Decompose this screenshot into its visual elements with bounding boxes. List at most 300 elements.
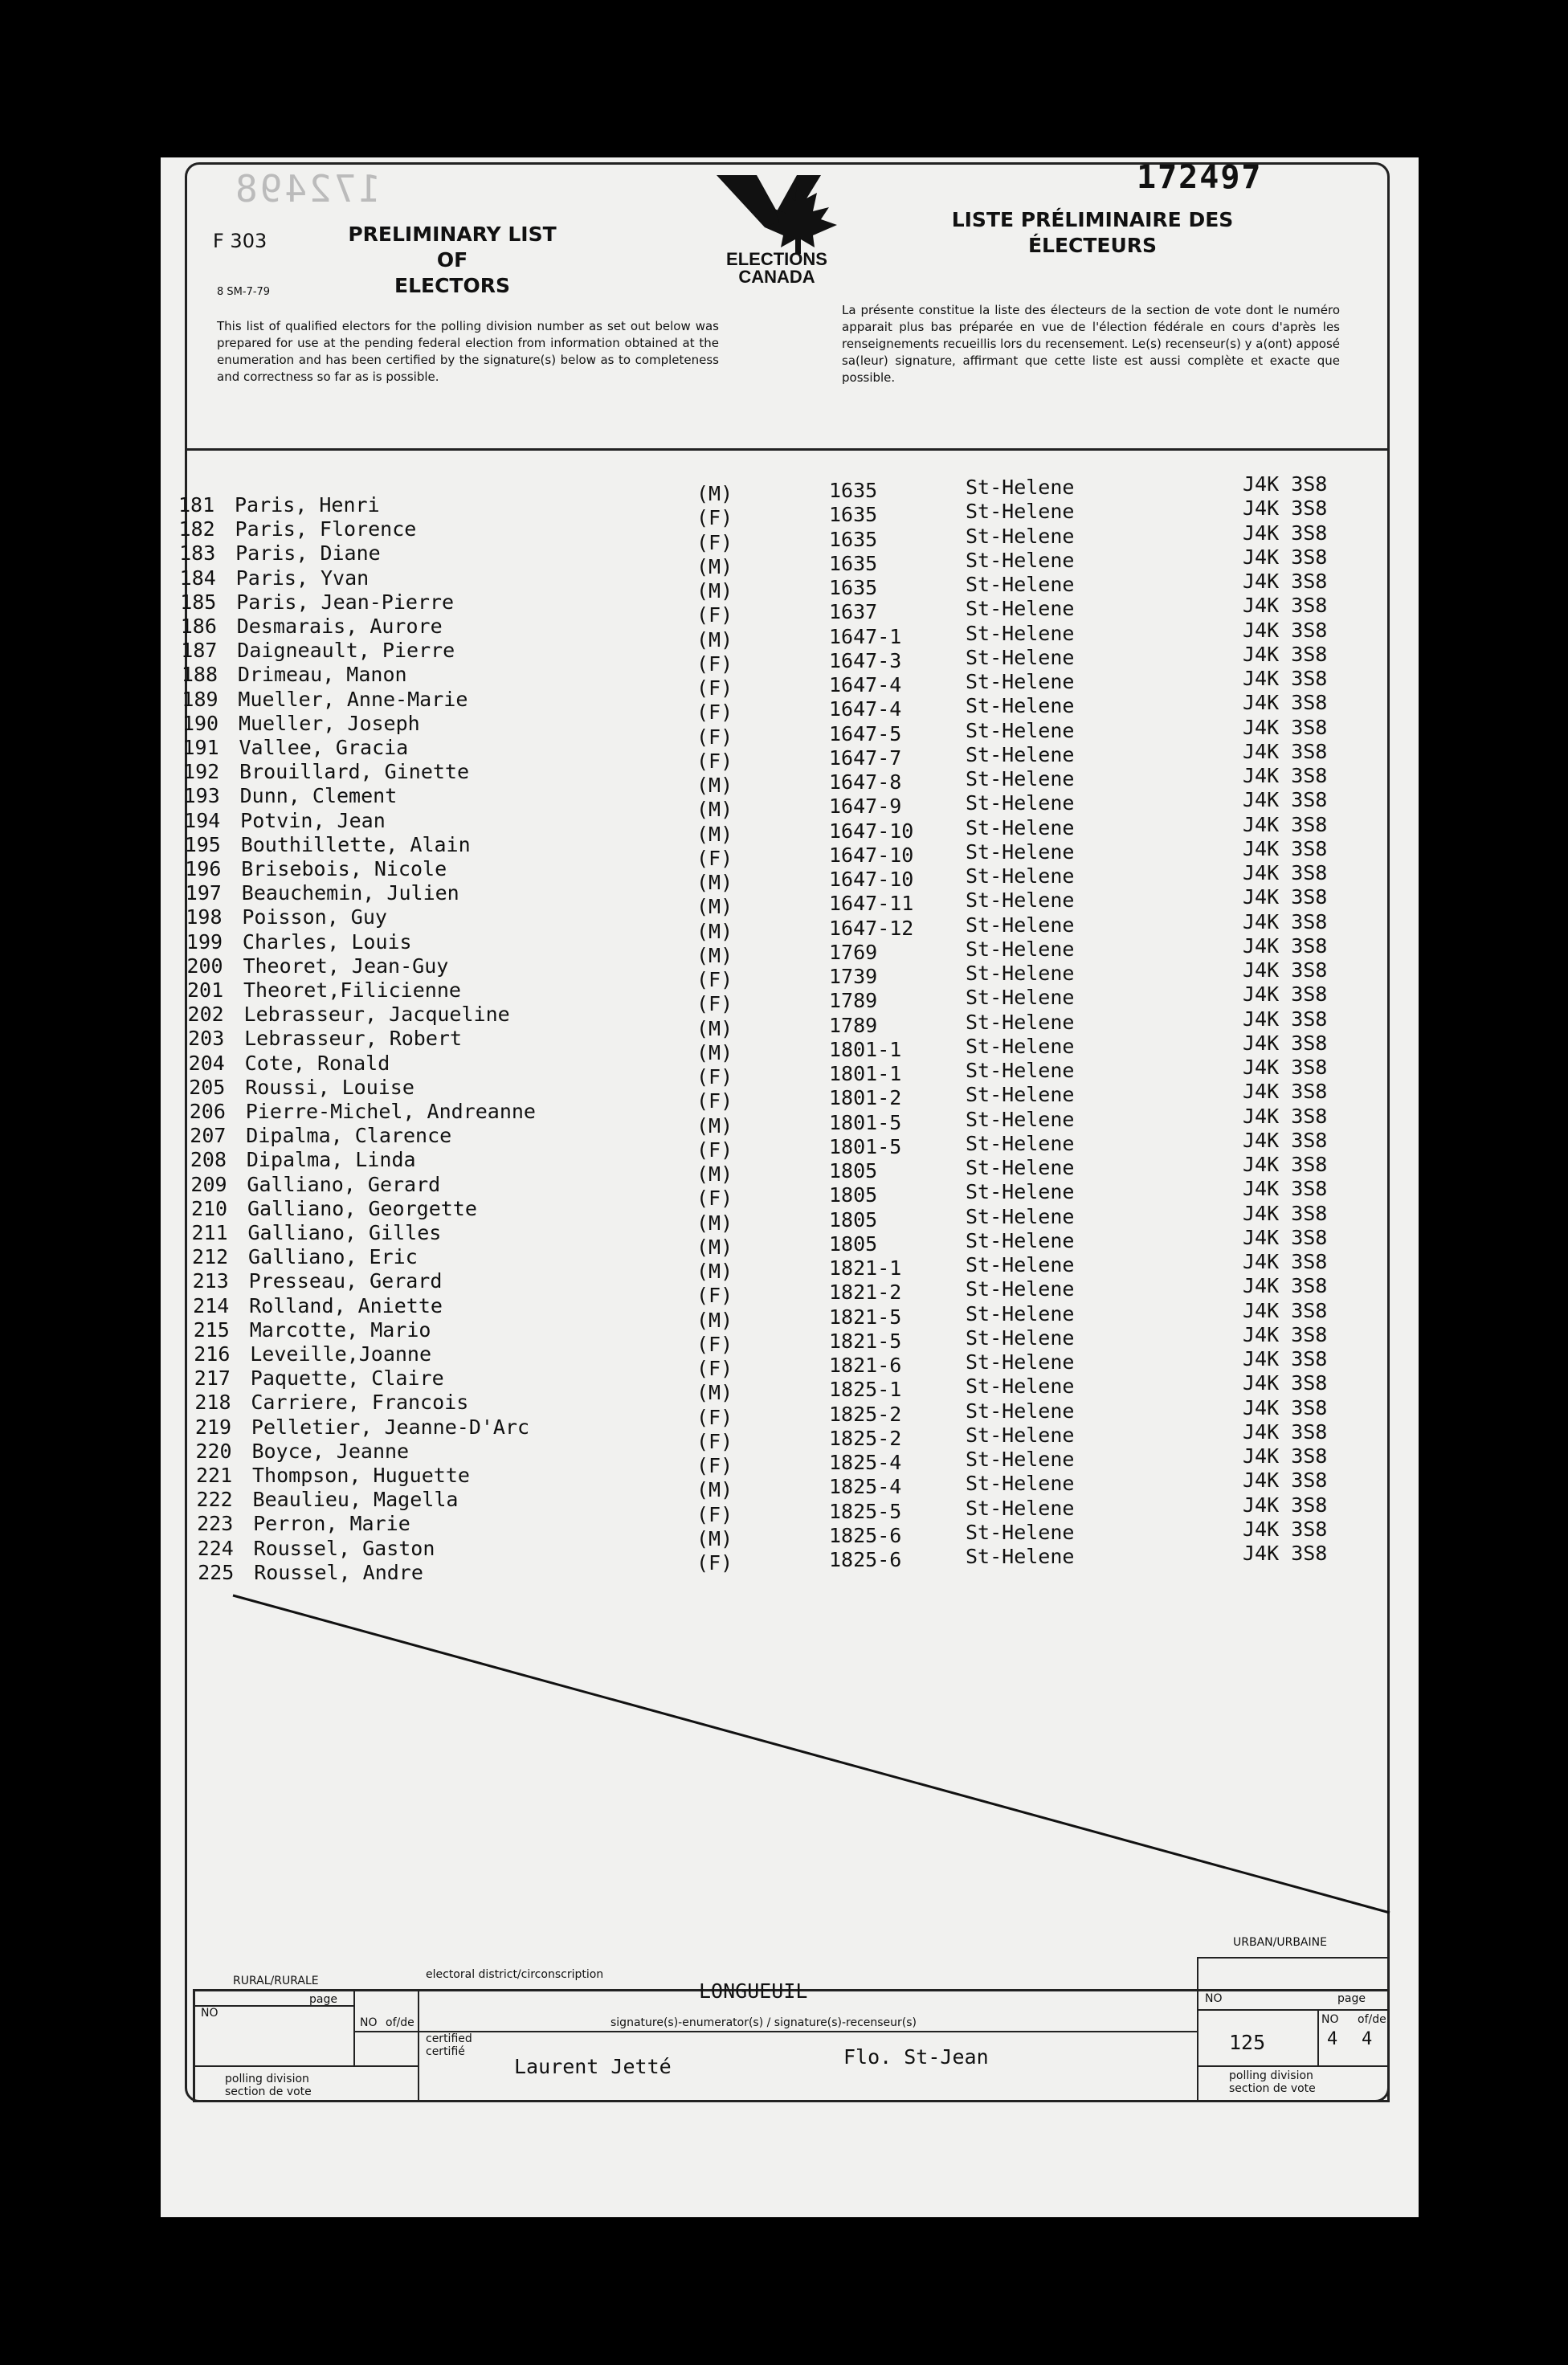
- elector-address: 1825-4: [829, 1451, 902, 1474]
- title-en-line2: ELECTORS: [394, 274, 510, 297]
- elector-city: St-Helene: [965, 1156, 1075, 1179]
- elector-num: 224: [197, 1536, 234, 1560]
- elector-name: Thompson, Huguette: [252, 1464, 470, 1487]
- title-english: [336, 222, 569, 299]
- elector-city: St-Helene: [966, 839, 1075, 864]
- elector-sex: (M): [696, 943, 733, 967]
- form-number: F 303: [213, 230, 267, 252]
- elector-num: 207: [190, 1124, 227, 1148]
- title-french: [936, 207, 1249, 259]
- elector-address: 1801-5: [828, 1110, 902, 1134]
- elector-postal: J4K 3S8: [1242, 1056, 1328, 1079]
- elector-name: Pierre-Michel, Andreanne: [245, 1100, 536, 1123]
- elector-postal: J4K 3S8: [1242, 885, 1328, 909]
- elector-postal: J4K 3S8: [1242, 642, 1328, 666]
- elector-address: 1647-10: [828, 868, 914, 891]
- urban-label: URBAN/URBAINE: [1233, 1936, 1327, 1949]
- elector-sex: (M): [696, 1260, 733, 1283]
- elector-address: 1825-4: [828, 1475, 902, 1499]
- elector-address: 1647-10: [828, 819, 914, 843]
- elector-city: St-Helene: [965, 1131, 1075, 1155]
- elector-postal: J4K 3S8: [1243, 472, 1328, 496]
- elector-sex: (F): [696, 1357, 733, 1380]
- elector-address: 1821-5: [829, 1329, 902, 1353]
- elector-name: Cote, Ronald: [244, 1051, 390, 1075]
- elector-sex: (F): [696, 676, 733, 700]
- elector-num: 216: [194, 1342, 231, 1366]
- elector-postal: J4K 3S8: [1243, 1444, 1328, 1468]
- elector-num: 213: [192, 1269, 229, 1293]
- elector-name: Roussi, Louise: [245, 1075, 414, 1099]
- rural-page-no-label: NO: [360, 2016, 378, 2029]
- elector-num: 193: [183, 784, 220, 808]
- elector-city: St-Helene: [965, 670, 1075, 693]
- electoral-district-label: electoral district/circonscription: [426, 1968, 604, 1981]
- elector-sex: (F): [696, 968, 733, 991]
- elector-sex: (F): [696, 1551, 733, 1575]
- elector-address: 1637: [829, 600, 878, 624]
- elector-postal: J4K 3S8: [1242, 545, 1328, 569]
- serial-number: 172497: [1137, 159, 1263, 196]
- elector-city: St-Helene: [965, 913, 1075, 937]
- elector-sex: (F): [696, 725, 733, 749]
- elector-name: Paquette, Claire: [250, 1366, 444, 1391]
- elector-num: 206: [189, 1100, 226, 1123]
- elector-address: 1647-7: [828, 745, 902, 770]
- elector-address: 1805: [828, 1159, 878, 1182]
- elector-num: 182: [178, 517, 215, 541]
- maple-leaf-x-icon: [700, 167, 853, 288]
- elector-postal: J4K 3S8: [1242, 570, 1328, 593]
- urban-section-vote-label: section de vote: [1229, 2082, 1316, 2095]
- elector-address: 1801-1: [828, 1062, 902, 1085]
- elector-city: St-Helene: [965, 694, 1075, 718]
- elector-name: Roussel, Gaston: [253, 1536, 435, 1560]
- rural-page-label: page: [309, 1993, 337, 2006]
- elector-num: 183: [179, 541, 216, 566]
- elector-num: 189: [182, 687, 218, 711]
- rural-no-label: NO: [201, 2007, 218, 2020]
- elector-postal: J4K 3S8: [1243, 958, 1328, 982]
- elector-num: 198: [186, 905, 223, 929]
- elector-num: 199: [186, 929, 223, 954]
- elector-num: 195: [184, 832, 221, 856]
- title-fr-line2: ÉLECTEURS: [1027, 234, 1158, 257]
- elector-num: 205: [189, 1075, 226, 1099]
- elector-address: 1647-1: [828, 624, 902, 648]
- elector-name: Beauchemin, Julien: [241, 881, 459, 905]
- elector-sex: (M): [696, 1308, 733, 1332]
- elector-city: St-Helene: [965, 986, 1075, 1010]
- elector-postal: J4K 3S8: [1242, 1250, 1328, 1273]
- elector-address: 1647-8: [828, 770, 902, 794]
- rural-label: RURAL/RURALE: [233, 1975, 319, 1987]
- elector-city: St-Helene: [965, 524, 1075, 548]
- elector-address: 1821-2: [828, 1281, 902, 1305]
- elector-sex: (M): [696, 1526, 733, 1550]
- elector-postal: J4K 3S8: [1242, 1542, 1328, 1565]
- enumerator-1: Laurent Jetté: [514, 2055, 672, 2078]
- intro-english: This list of qualified electors for the polling division number as set out below was prepared for use at the pending federal election from information obtained at the enumeration and has been certified by the signature(s) below as to completeness and correctness so far as is possible.: [217, 319, 719, 384]
- elector-sex: (M): [696, 1162, 733, 1186]
- elector-city: St-Helene: [966, 1325, 1075, 1350]
- elector-city: St-Helene: [965, 1374, 1075, 1399]
- elector-sex: (F): [696, 1502, 733, 1526]
- electoral-district: LONGUEUIL: [699, 1979, 808, 2003]
- elector-name: Lebrasseur, Robert: [244, 1027, 463, 1051]
- elector-name: Vallee, Gracia: [239, 736, 409, 759]
- elector-num: 192: [183, 760, 220, 784]
- elector-postal: J4K 3S8: [1242, 1298, 1328, 1322]
- elector-sex: (M): [696, 579, 733, 602]
- elector-sex: (F): [696, 1138, 733, 1162]
- elector-name: Dunn, Clement: [239, 784, 398, 808]
- elector-num: 191: [182, 736, 219, 759]
- elector-name: Brouillard, Ginette: [239, 760, 470, 784]
- elector-city: St-Helene: [965, 864, 1075, 888]
- elector-num: 223: [197, 1512, 234, 1536]
- elector-postal: J4K 3S8: [1242, 788, 1328, 812]
- elector-address: 1821-5: [828, 1305, 902, 1329]
- elector-num: 202: [187, 1003, 224, 1027]
- elector-city: St-Helene: [965, 1423, 1075, 1447]
- elector-sex: (F): [696, 603, 733, 627]
- elector-name: Brisebois, Nicole: [241, 857, 447, 880]
- certified-label: certified: [426, 2032, 472, 2045]
- elector-sex: (M): [696, 822, 733, 846]
- elector-num: 196: [185, 857, 222, 880]
- elector-name: Leveille,Joanne: [250, 1342, 432, 1366]
- elector-num: 204: [188, 1051, 225, 1075]
- elector-address: 1635: [828, 551, 878, 575]
- elector-name: Daigneault, Pierre: [237, 639, 455, 663]
- elector-city: St-Helene: [966, 1448, 1075, 1471]
- intro-french: La présente constitue la liste des électeurs de la section de vote dont le numéro apparait plus bas préparée en vue de l'élection fédérale en cours d'après les renseignements recueillis lors du recensement. Le(s) recenseur(s) y a(ont) apposé sa(leur) signature, affirmant que cette liste est aussi complète et exacte que possible.: [842, 303, 1340, 385]
- elector-sex: (F): [696, 992, 733, 1016]
- elector-sex: (M): [696, 871, 733, 894]
- elector-name: Dipalma, Linda: [246, 1148, 416, 1172]
- elector-num: 184: [179, 566, 216, 590]
- page-number: 4: [1327, 2029, 1338, 2049]
- elector-name: Charles, Louis: [242, 929, 412, 954]
- elector-name: Galliano, Georgette: [247, 1196, 477, 1220]
- elector-num: 209: [190, 1172, 227, 1196]
- elector-sex: (M): [696, 1016, 733, 1040]
- elector-postal: J4K 3S8: [1242, 691, 1328, 715]
- elector-postal: J4K 3S8: [1242, 1007, 1328, 1031]
- elector-name: Galliano, Gerard: [247, 1172, 441, 1196]
- elector-postal: J4K 3S8: [1243, 715, 1328, 739]
- elector-sex: (F): [696, 1454, 733, 1477]
- elector-postal: J4K 3S8: [1242, 764, 1328, 787]
- urban-page-no-label: NO: [1321, 2013, 1339, 2026]
- elector-address: 1805: [828, 1232, 878, 1256]
- elector-num: 185: [180, 590, 217, 614]
- elector-sex: (F): [696, 1187, 733, 1211]
- elector-sex: (M): [696, 1381, 733, 1405]
- elector-sex: (M): [696, 1235, 733, 1259]
- rural-polling-division-label: polling division: [225, 2073, 309, 2085]
- elector-sex: (M): [696, 919, 733, 943]
- rural-of-label: of/de: [386, 2016, 414, 2029]
- elector-num: 221: [196, 1464, 233, 1487]
- elector-city: St-Helene: [965, 645, 1075, 669]
- elector-num: 215: [193, 1317, 230, 1342]
- elector-address: 1825-2: [828, 1402, 902, 1426]
- elector-postal: J4K 3S8: [1242, 982, 1328, 1007]
- elector-postal: J4K 3S8: [1243, 1201, 1328, 1225]
- elector-postal: J4K 3S8: [1243, 1080, 1328, 1104]
- elector-num: 212: [192, 1245, 229, 1269]
- elector-num: 190: [182, 711, 219, 735]
- elector-sex: (M): [696, 1113, 733, 1138]
- elector-city: St-Helene: [965, 1180, 1075, 1204]
- elector-city: St-Helene: [966, 476, 1075, 499]
- elector-postal: J4K 3S8: [1242, 1274, 1328, 1298]
- elector-city: St-Helene: [966, 1204, 1075, 1228]
- elector-address: 1647-11: [828, 892, 914, 916]
- elector-postal: J4K 3S8: [1242, 496, 1328, 521]
- urban-no-label: NO: [1205, 1992, 1223, 2005]
- elector-name: Bouthillette, Alain: [240, 832, 471, 856]
- elector-postal: J4K 3S8: [1242, 1419, 1328, 1444]
- elector-postal: J4K 3S8: [1242, 618, 1328, 642]
- elector-name: Paris, Henri: [235, 493, 380, 517]
- footer-block: [193, 1936, 1390, 2106]
- elector-name: Rolland, Aniette: [249, 1293, 443, 1317]
- elector-postal: J4K 3S8: [1242, 1493, 1328, 1517]
- elector-address: 1647-12: [828, 916, 914, 940]
- elector-sex: (F): [696, 651, 733, 676]
- urban-of-label: of/de: [1358, 2013, 1386, 2026]
- elector-num: 201: [187, 978, 224, 1002]
- elector-address: 1825-1: [828, 1378, 902, 1402]
- elector-sex: (F): [696, 1284, 733, 1308]
- elector-name: Perron, Marie: [253, 1512, 410, 1536]
- elector-sex: (F): [696, 506, 733, 530]
- elector-postal: J4K 3S8: [1242, 521, 1328, 545]
- elector-sex: (M): [696, 627, 733, 651]
- elector-address: 1789: [828, 989, 878, 1013]
- elector-address: 1805: [829, 1207, 878, 1232]
- logo-line1: ELECTIONS: [726, 249, 827, 269]
- elector-num: 225: [198, 1560, 235, 1584]
- elector-address: 1801-1: [828, 1037, 902, 1061]
- elections-canada-logo: [700, 167, 853, 288]
- elector-sex: (F): [696, 1405, 733, 1429]
- enumerator-2: Flo. St-Jean: [843, 2045, 989, 2069]
- elector-sex: (M): [696, 1040, 733, 1064]
- elector-name: Drimeau, Manon: [237, 663, 407, 687]
- polling-division-number: 125: [1229, 2031, 1266, 2054]
- elector-address: 1801-5: [828, 1134, 902, 1158]
- elector-city: St-Helene: [965, 742, 1075, 766]
- logo-line2: CANADA: [738, 267, 815, 287]
- elector-name: Poisson, Guy: [242, 905, 387, 929]
- elector-num: 186: [180, 615, 217, 638]
- elector-num: 200: [186, 954, 223, 978]
- elector-sex: (F): [696, 701, 733, 725]
- elector-name: Dipalma, Clarence: [246, 1124, 452, 1148]
- elector-sex: (F): [696, 846, 733, 870]
- elector-address: 1821-1: [828, 1256, 902, 1280]
- elector-address: 1635: [828, 576, 878, 599]
- elector-sex: (F): [696, 1429, 733, 1453]
- elector-address: 1647-10: [829, 843, 914, 867]
- elector-city: St-Helene: [965, 1301, 1075, 1325]
- elector-sex: (F): [696, 530, 733, 554]
- elector-name: Paris, Yvan: [235, 566, 370, 590]
- elector-address: 1635: [829, 479, 878, 502]
- title-fr-line1: LISTE PRÉLIMINAIRE DES: [951, 208, 1234, 231]
- elector-num: 187: [181, 639, 218, 663]
- elector-sex: (M): [696, 895, 733, 919]
- elector-city: St-Helene: [965, 1228, 1075, 1252]
- elector-name: Mueller, Joseph: [238, 711, 420, 735]
- elector-name: Theoret,Filicienne: [243, 978, 461, 1002]
- elector-address: 1825-6: [828, 1548, 902, 1571]
- elector-sex: (M): [696, 482, 733, 505]
- rural-section-vote-label: section de vote: [225, 2085, 312, 2098]
- elector-postal: J4K 3S8: [1242, 1468, 1328, 1493]
- elector-city: St-Helene: [966, 1083, 1075, 1107]
- elector-name: Presseau, Gerard: [248, 1269, 443, 1293]
- elector-address: 1825-5: [828, 1499, 902, 1523]
- elector-city: St-Helene: [965, 1350, 1075, 1374]
- elector-postal: J4K 3S8: [1242, 1347, 1328, 1370]
- elector-city: St-Helene: [965, 621, 1075, 645]
- elector-city: St-Helene: [965, 1545, 1075, 1568]
- elector-postal: J4K 3S8: [1242, 909, 1328, 933]
- elector-address: 1647-3: [828, 648, 902, 672]
- elector-postal: J4K 3S8: [1242, 933, 1328, 958]
- elector-address: 1789: [828, 1013, 878, 1037]
- ghost-serial: 172498: [233, 167, 382, 210]
- elector-city: St-Helene: [965, 937, 1075, 961]
- elector-postal: J4K 3S8: [1242, 1225, 1328, 1249]
- elector-sex: (F): [696, 1332, 733, 1356]
- elector-city: St-Helene: [965, 1059, 1075, 1082]
- elector-name: Beaulieu, Magella: [252, 1488, 459, 1512]
- elector-sex: (M): [696, 1478, 733, 1502]
- elector-city: St-Helene: [965, 1107, 1075, 1131]
- elector-address: 1635: [828, 503, 878, 527]
- elector-address: 1647-4: [828, 673, 902, 696]
- elector-postal: J4K 3S8: [1242, 861, 1328, 884]
- elector-city: St-Helene: [966, 718, 1075, 742]
- elector-city: St-Helene: [965, 1277, 1075, 1301]
- elector-postal: J4K 3S8: [1242, 812, 1328, 836]
- elector-city: St-Helene: [965, 767, 1075, 790]
- elector-address: 1805: [828, 1183, 878, 1207]
- elector-num: 208: [190, 1148, 227, 1172]
- elector-postal: J4K 3S8: [1242, 1104, 1328, 1128]
- elector-address: 1647-5: [829, 721, 902, 745]
- elector-city: St-Helene: [965, 573, 1075, 596]
- elector-postal: J4K 3S8: [1242, 1128, 1328, 1152]
- elector-sex: (F): [696, 1089, 733, 1113]
- elector-name: Paris, Florence: [235, 517, 417, 541]
- elector-postal: J4K 3S8: [1242, 1371, 1328, 1395]
- elector-postal: J4K 3S8: [1242, 1153, 1328, 1176]
- title-en-line1: PRELIMINARY LIST OF: [348, 223, 557, 272]
- elector-postal: J4K 3S8: [1242, 1177, 1328, 1201]
- elector-postal: J4K 3S8: [1242, 1031, 1328, 1055]
- elector-sex: (M): [696, 554, 733, 578]
- elector-name: Roussel, Andre: [254, 1560, 423, 1584]
- elector-address: 1825-6: [828, 1523, 902, 1547]
- elector-name: Desmarais, Aurore: [236, 615, 443, 638]
- urban-page-label: page: [1337, 1992, 1366, 2005]
- elector-name: Galliano, Gilles: [247, 1221, 442, 1244]
- elector-city: St-Helene: [966, 597, 1075, 621]
- elector-sex: (M): [696, 798, 733, 822]
- elector-name: Paris, Jean-Pierre: [236, 590, 455, 614]
- elector-num: 218: [194, 1391, 231, 1415]
- elector-name: Paris, Diane: [235, 541, 381, 566]
- elector-sex: (M): [696, 1211, 733, 1235]
- document-page: [161, 157, 1419, 2217]
- elector-num: 217: [194, 1366, 231, 1391]
- elector-address: 1821-6: [828, 1354, 902, 1377]
- elector-num: 197: [185, 881, 222, 905]
- elector-name: Lebrasseur, Jacqueline: [243, 1003, 510, 1027]
- elector-sex: (F): [696, 1065, 733, 1089]
- elector-name: Boyce, Jeanne: [251, 1439, 410, 1463]
- elector-postal: J4K 3S8: [1242, 1395, 1328, 1419]
- elector-address: 1825-2: [828, 1426, 902, 1450]
- elector-num: 210: [190, 1196, 228, 1220]
- elector-num: 214: [193, 1293, 230, 1317]
- elector-postal: J4K 3S8: [1243, 1322, 1328, 1346]
- elector-city: St-Helene: [965, 548, 1075, 572]
- elector-num: 203: [188, 1027, 225, 1051]
- urban-polling-division-label: polling division: [1229, 2069, 1313, 2082]
- elector-city: St-Helene: [965, 815, 1075, 839]
- elector-city: St-Helene: [965, 1520, 1075, 1544]
- elector-postal: J4K 3S8: [1242, 1517, 1328, 1541]
- elector-city: St-Helene: [965, 1253, 1075, 1276]
- certifie-label: certifié: [426, 2045, 465, 2058]
- elector-num: 220: [195, 1439, 232, 1463]
- elector-name: Potvin, Jean: [240, 808, 386, 832]
- elector-postal: J4K 3S8: [1242, 739, 1328, 763]
- elector-name: Mueller, Anne-Marie: [238, 687, 468, 711]
- elector-city: St-Helene: [965, 791, 1075, 815]
- elector-address: 1801-2: [829, 1086, 902, 1110]
- elector-num: 188: [181, 663, 218, 687]
- elector-city: St-Helene: [966, 962, 1075, 985]
- header-divider: [185, 448, 1390, 451]
- signature-label: signature(s)-enumerator(s) / signature(s)-recenseur(s): [610, 2016, 917, 2029]
- elector-address: 1647-4: [828, 697, 902, 721]
- elector-city: St-Helene: [965, 1399, 1075, 1423]
- elector-address: 1739: [829, 965, 878, 988]
- elector-city: St-Helene: [965, 500, 1075, 524]
- elector-name: Marcotte, Mario: [249, 1317, 431, 1342]
- elector-num: 194: [184, 808, 221, 832]
- elector-address: 1635: [828, 527, 878, 551]
- elector-address: 1647-9: [828, 794, 902, 819]
- elector-name: Pelletier, Jeanne-D'Arc: [251, 1415, 530, 1439]
- elector-num: 219: [194, 1415, 232, 1439]
- elector-name: Galliano, Eric: [248, 1245, 418, 1269]
- elector-city: St-Helene: [965, 888, 1075, 913]
- page-of-number: 4: [1362, 2029, 1373, 2049]
- elector-postal: J4K 3S8: [1243, 594, 1328, 618]
- elector-postal: J4K 3S8: [1242, 667, 1328, 690]
- elector-sex: (M): [696, 774, 733, 797]
